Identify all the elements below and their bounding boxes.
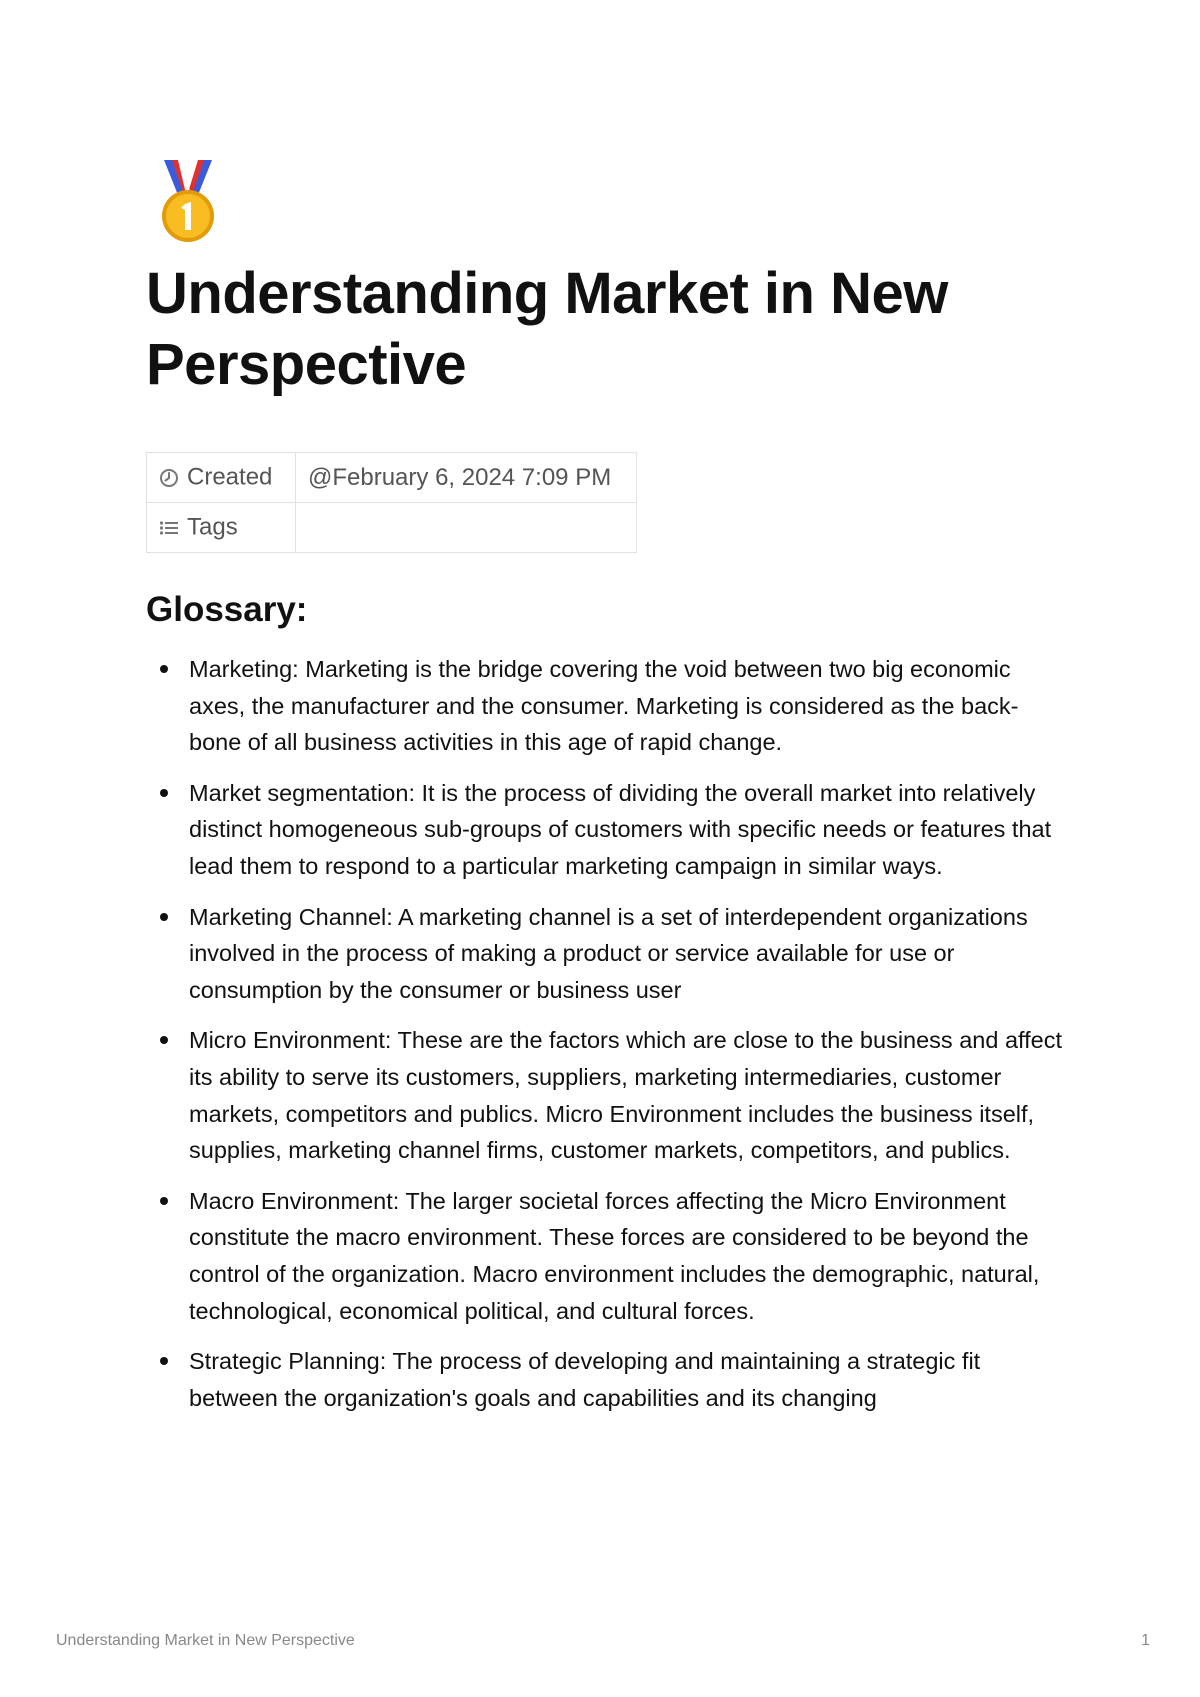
list-icon — [159, 518, 179, 538]
list-item — [146, 1343, 1066, 1416]
page-number: 1 — [1141, 1632, 1150, 1649]
property-key[interactable] — [147, 453, 296, 503]
list-item — [146, 775, 1066, 885]
glossary-heading: Glossary: — [146, 590, 308, 629]
property-label: Created — [187, 463, 273, 491]
list-item-text: Marketing: Marketing is the bridge covering the void between two big economic axes, the manufacturer and the consumer. Marketing is considered as the back-bone of all business activities in this age of rapid change. — [189, 656, 1019, 756]
list-item-text: Market segmentation: It is the process of dividing the overall market into relatively distinct homogeneous sub-groups of customers with specific needs or features that lead them to respond to a particular marketing campaign in similar ways. — [189, 779, 1052, 879]
property-label: Tags — [187, 513, 238, 541]
footer-title: Understanding Market in New Perspective — [56, 1632, 355, 1649]
created-value[interactable]: @February 6, 2024 7:09 PM — [296, 453, 637, 503]
bullet-icon — [160, 1357, 168, 1365]
list-item — [146, 1022, 1066, 1168]
property-key[interactable] — [147, 503, 296, 553]
property-row-created — [147, 453, 637, 503]
clock-icon — [159, 468, 179, 488]
page-title: Understanding Market in New Perspective — [146, 261, 948, 397]
properties-table — [146, 452, 637, 553]
list-item-text: Micro Environment: These are the factors which are close to the business and affect its ability to serve its customers, suppliers, marketing intermediaries, customer markets, competitors and publics. Micro Environment includes the business itself, supplies, marketing channel firms, customer markets, competitors, and publics. — [189, 1027, 1062, 1164]
bullet-icon — [160, 789, 168, 797]
list-item-text: Macro Environment: The larger societal forces affecting the Micro Environment constitute the macro environment. These forces are considered to be beyond the control of the organization. Macro environment includes the demographic, natural, technological, economical political, and cultural forces. — [189, 1187, 1040, 1324]
bullet-icon — [160, 665, 168, 673]
property-row-tags — [147, 503, 637, 553]
list-item — [146, 651, 1066, 761]
bullet-icon — [160, 1197, 168, 1205]
list-item — [146, 1183, 1066, 1329]
bullet-icon — [160, 913, 168, 921]
list-item-text: Strategic Planning: The process of developing and maintaining a strategic fit between the organization's goals and capabilities and its changing — [189, 1348, 981, 1411]
bullet-icon — [160, 1036, 168, 1044]
glossary-list — [146, 651, 1066, 1430]
list-item-text: Marketing Channel: A marketing channel is a set of interdependent organizations involved in the process of making a product or service available for use or consumption by the consumer or business user — [189, 903, 1028, 1003]
tags-value[interactable] — [296, 503, 637, 553]
list-item — [146, 899, 1066, 1009]
medal-icon — [158, 158, 218, 244]
